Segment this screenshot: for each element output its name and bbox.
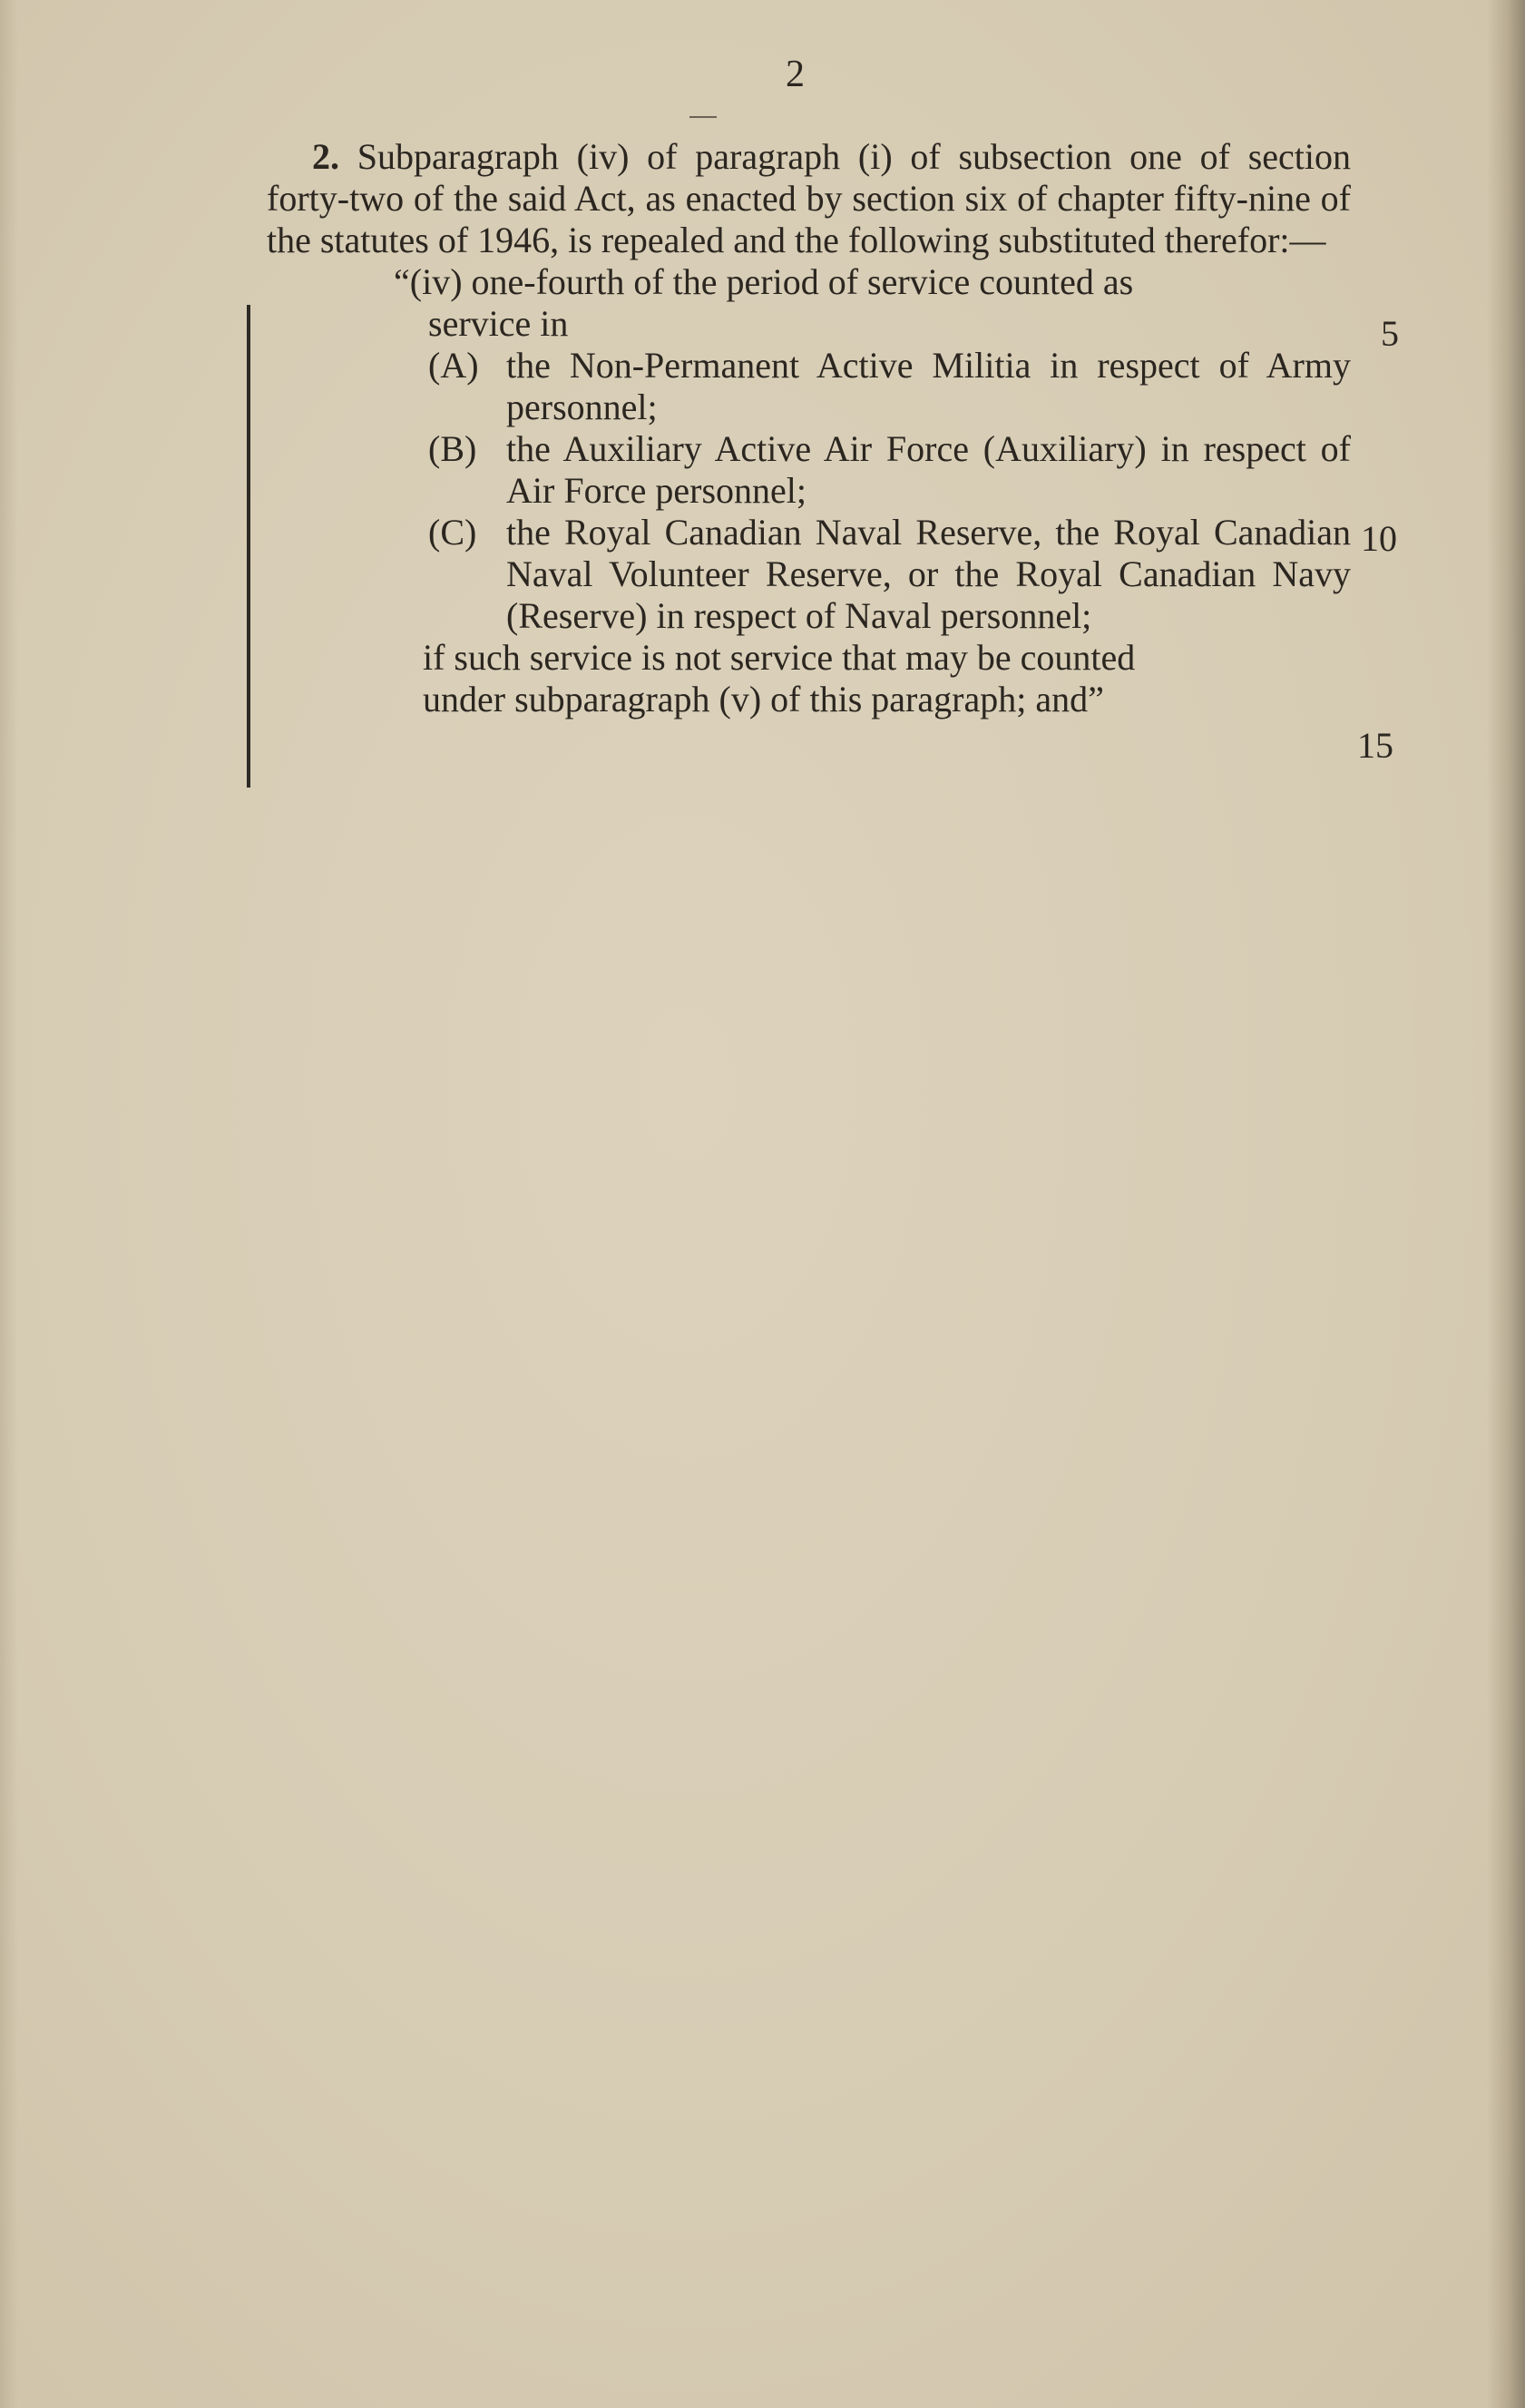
amendment-tail-line-2: under subparagraph (v) of this paragraph; and” bbox=[423, 679, 1104, 719]
amendment-tail-line-1: if such service is not service that may be counted bbox=[423, 637, 1136, 678]
clause-label: (A) bbox=[428, 345, 479, 386]
clause-a bbox=[428, 345, 1351, 428]
clause-text: the Auxiliary Active Air Force (Auxiliary) in respect of Air Force personnel; bbox=[506, 428, 1351, 511]
amendment-block bbox=[267, 261, 1351, 720]
clause-c bbox=[428, 512, 1351, 637]
page-right-edge-shadow bbox=[1487, 0, 1525, 2408]
clause-text: the Royal Canadian Naval Reserve, the Royal Canadian Naval Volunteer Reserve, or the Royal Canadian Navy (Reserve) in respect of Naval personnel; bbox=[506, 512, 1351, 636]
section-number: 2. bbox=[312, 136, 339, 177]
page-left-edge-shadow bbox=[0, 0, 18, 2408]
line-number-10: 10 bbox=[1361, 518, 1397, 559]
subparagraph-iv-line: “(iv) one-fourth of the period of service counted as bbox=[394, 261, 1134, 302]
clause-label: (C) bbox=[428, 512, 477, 553]
amendment-margin-bar bbox=[247, 305, 250, 788]
clause-b bbox=[428, 428, 1351, 512]
page-number: 2 bbox=[786, 54, 805, 95]
subparagraph-iv-continuation: service in bbox=[428, 303, 569, 344]
clause-label: (B) bbox=[428, 428, 477, 469]
intro-text: Subparagraph (iv) of paragraph (i) of subsection one of section forty-two of the said Act, as enacted by section six of chapter fifty-nine of the statutes of 1946, is repealed and the following substituted therefor:— bbox=[267, 136, 1351, 260]
intro-paragraph bbox=[267, 136, 1351, 261]
clause-text: the Non-Permanent Active Militia in respect of Army personnel; bbox=[506, 345, 1351, 427]
header-dash bbox=[689, 116, 717, 118]
line-number-5: 5 bbox=[1381, 313, 1399, 354]
line-number-15: 15 bbox=[1357, 725, 1393, 766]
document-body bbox=[267, 136, 1351, 720]
